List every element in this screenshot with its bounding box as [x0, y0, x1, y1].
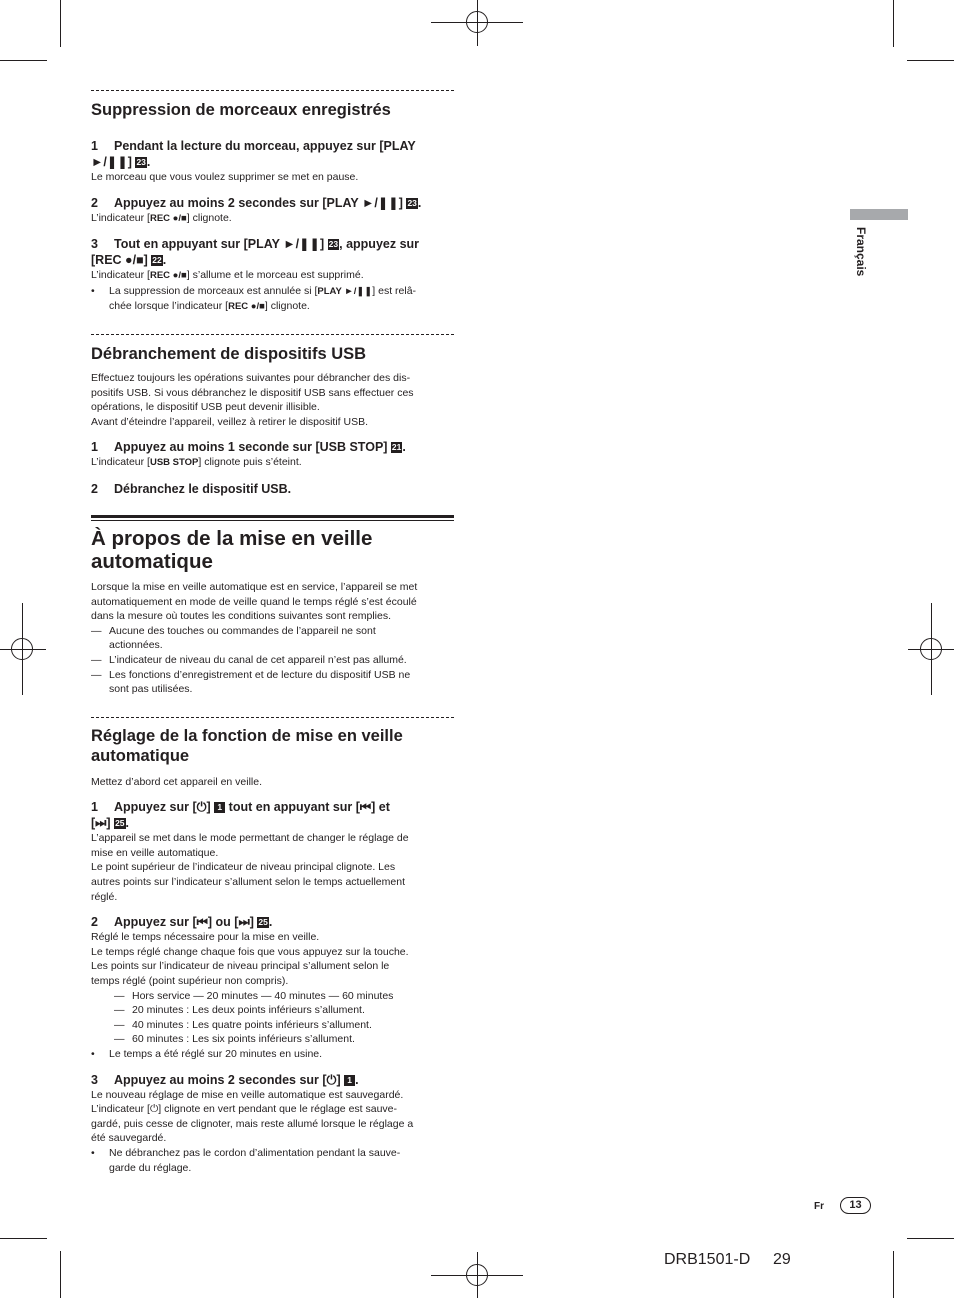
page-number: 13	[840, 1197, 871, 1214]
sheet-number: 29	[773, 1251, 791, 1268]
chapter-title: À propos de la mise en veille automatique	[91, 526, 373, 573]
step-note: Réglé le temps nécessaire pour la mise en veille. Le temps réglé change chaque fois que vous appuyez sur la touche. Les points sur l’indicateur de niveau principal s’allument selon le temps réglé (point supérieur non compris).	[91, 931, 409, 988]
crop-mark	[907, 1238, 954, 1239]
step-2: 2 Débranchez le dispositif USB.	[91, 481, 292, 496]
registration-mark	[11, 638, 33, 660]
ref-number: 1	[214, 802, 225, 813]
intro-paragraph: Effectuez toujours les opérations suivantes pour débrancher des dis- positifs USB. Si vous débranchez le dispositif USB sans effectuer ces opérations, le dispositif USB peut devenir illisible. Avant d’éteindre l’appareil, veillez à retirer le dispositif USB.	[91, 371, 414, 428]
footer-lang-code: Fr	[814, 1201, 824, 1212]
step-1: 1 Appuyez au moins 1 seconde sur [USB STOP] 21.	[91, 440, 406, 455]
step-note: L’appareil se met dans le mode permettant de changer le réglage de mise en veille automatique. Le point supérieur de l’indicateur de niveau principal clignote. Les autres points sur l’indicateur s’allument selon le temps actuellement réglé.	[91, 832, 409, 903]
step-note: L’indicateur [USB STOP] clignote puis s’éteint.	[91, 456, 302, 469]
step-3: 3 Appuyez au moins 2 secondes sur [⏻] 1 .	[91, 1072, 359, 1087]
step-1: 1 Pendant la lecture du morceau, appuyez sur [PLAY ►/❚❚] 23.	[91, 139, 416, 169]
step-1: 1 Appuyez sur [⏻] 1 tout en appuyant sur [⏮] et [⏭] 25.	[91, 800, 390, 831]
crop-mark	[0, 60, 47, 61]
section-title-reglage: Réglage de la fonction de mise en veille automatique	[91, 726, 403, 765]
crop-mark	[60, 1251, 61, 1298]
model-code: DRB1501-D	[664, 1251, 751, 1268]
section-divider	[91, 717, 454, 718]
option-item: — 20 minutes : Les deux points inférieurs s’allument.	[114, 1004, 365, 1017]
ref-number: 25	[258, 917, 268, 928]
intro-paragraph: Mettez d’abord cet appareil en veille.	[91, 775, 263, 788]
option-item: — 60 minutes : Les six points inférieurs s’allument.	[114, 1033, 355, 1046]
crop-mark	[0, 1238, 47, 1239]
step-note: L’indicateur [REC ●/■] s’allume et le morceau est supprimé.	[91, 269, 364, 282]
language-tab	[850, 225, 874, 285]
bullet-note: • La suppression de morceaux est annulée si [PLAY ►/❚❚] est relâ- chée lorsque l’indicateur [REC ●/■] clignote.	[91, 284, 417, 313]
section-divider	[91, 90, 454, 91]
section-title-suppression: Suppression de morceaux enregistrés	[91, 101, 391, 119]
chapter-rule	[91, 515, 454, 521]
language-label: Français	[854, 227, 868, 277]
registration-mark	[466, 11, 488, 33]
intro-paragraph: Lorsque la mise en veille automatique est en service, l’appareil se met automatiquement en mode de veille quand le temps réglé s’est écoulé dans la mesure où toutes les conditions suivantes sont remplies.	[91, 580, 418, 623]
step-note: Le nouveau réglage de mise en veille automatique est sauvegardé. L’indicateur [⏻] clignote en vert pendant que le réglage est sauve- gardé, puis cesse de clignoter, mais reste allumé lorsque le réglage a été sauvegardé.	[91, 1088, 414, 1145]
ref-number: 23	[136, 157, 146, 167]
section-divider	[91, 334, 454, 335]
main-column	[91, 90, 454, 1175]
crop-mark	[893, 0, 894, 47]
condition-item: — Aucune des touches ou commandes de l’appareil ne sont actionnées.	[91, 624, 376, 652]
crop-mark	[893, 1251, 894, 1298]
language-tab-bar	[850, 209, 908, 220]
ref-number: 1	[344, 1075, 355, 1086]
condition-item: — Les fonctions d’enregistrement et de lecture du dispositif USB ne sont pas utilisées.	[91, 668, 411, 696]
option-item: — 40 minutes : Les quatre points inférieurs s’allument.	[114, 1018, 372, 1031]
section-title-usb: Débranchement de dispositifs USB	[91, 344, 367, 363]
step-2: 2 Appuyez au moins 2 secondes sur [PLAY ►/❚❚] 23.	[91, 195, 422, 210]
step-2: 2 Appuyez sur [⏮] ou [⏭] 25.	[91, 915, 273, 930]
bullet-note: • Ne débranchez pas le cordon d’alimentation pendant la sauve- garde du réglage.	[91, 1146, 401, 1174]
crop-mark	[60, 0, 61, 47]
registration-mark	[920, 638, 942, 660]
ref-number: 22	[152, 255, 162, 266]
ref-number: 21	[391, 442, 402, 453]
ref-number: 23	[328, 239, 339, 250]
registration-mark	[466, 1264, 488, 1286]
condition-item: — L’indicateur de niveau du canal de cet appareil n’est pas allumé.	[91, 653, 407, 666]
step-3: 3 Tout en appuyant sur [PLAY ►/❚❚] 23, appuyez sur [REC ●/■] 22.	[91, 237, 420, 268]
option-item: — Hors service — 20 minutes — 40 minutes — 60 minutes	[114, 989, 394, 1002]
step-note: L’indicateur [REC ●/■] clignote.	[91, 211, 232, 224]
step-note: Le morceau que vous voulez supprimer se met en pause.	[91, 171, 359, 183]
ref-number: 23	[407, 197, 417, 208]
ref-number: 25	[115, 818, 125, 829]
bullet-note: • Le temps a été réglé sur 20 minutes en usine.	[91, 1048, 323, 1060]
crop-mark	[907, 60, 954, 61]
